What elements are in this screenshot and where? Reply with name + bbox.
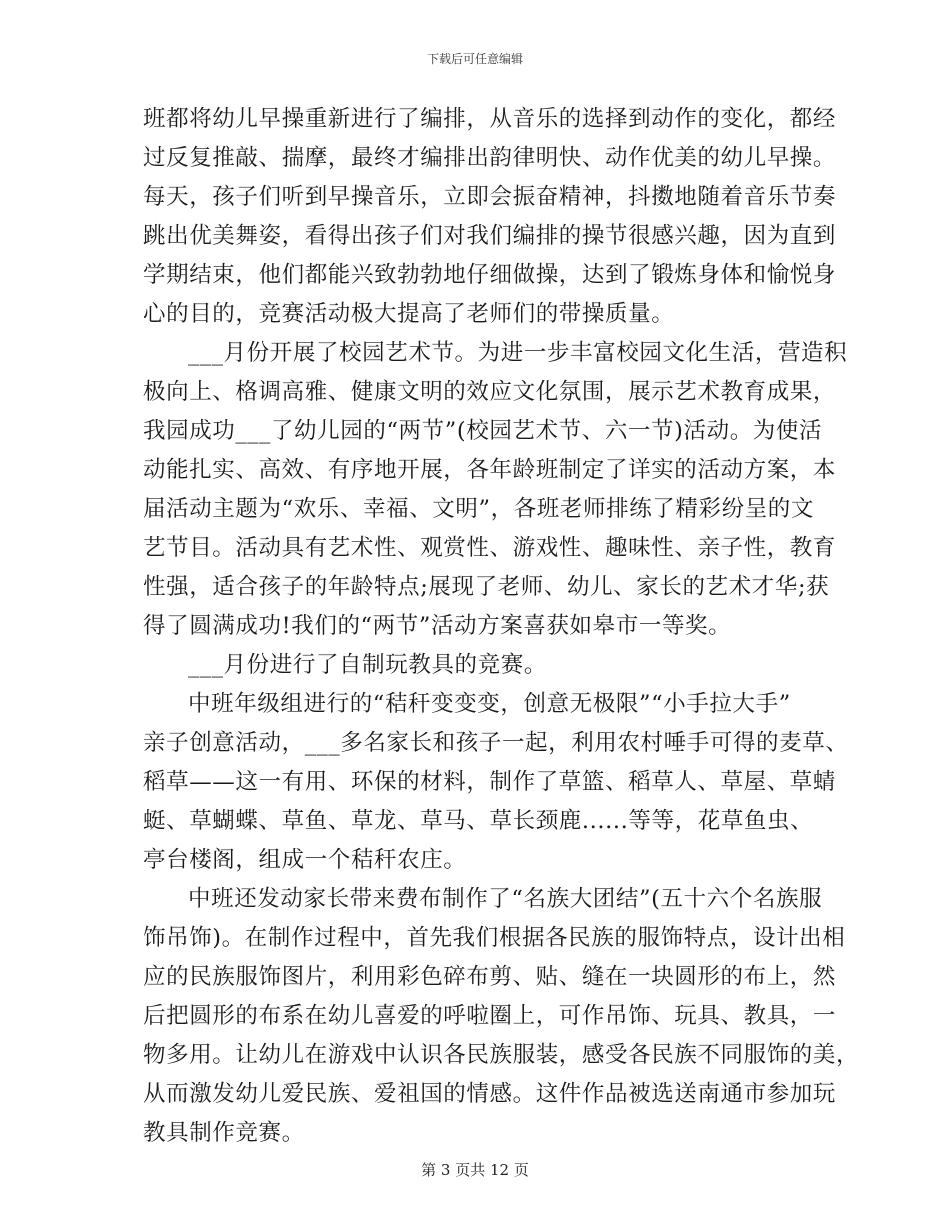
text-line: 性强，适合孩子的年龄特点;展现了老师、幼儿、家长的艺术才华;获 bbox=[143, 574, 830, 600]
text-line: 艺节目。活动具有艺术性、观赏性、游戏性、趣味性、亲子性，教育 bbox=[143, 535, 837, 561]
text-line: 动能扎实、高效、有序地开展，各年龄班制定了详实的活动方案，本 bbox=[143, 457, 837, 483]
paragraph-first-line: ___月份进行了自制玩教具的竞赛。 bbox=[188, 652, 547, 678]
text-line: 每天，孩子们听到早操音乐，立即会振奋精神，抖擞地随着音乐节奏 bbox=[143, 184, 837, 210]
page-header: 下载后可任意编辑 bbox=[426, 52, 523, 66]
text-line: 亲子创意活动，___多名家长和孩子一起，利用农村唾手可得的麦草、 bbox=[143, 730, 849, 756]
text-line: 得了圆满成功!我们的“两节”活动方案喜获如皋市一等奖。 bbox=[143, 613, 732, 639]
text-line: 亭台楼阁，组成一个秸秆农庄。 bbox=[143, 847, 467, 873]
text-line: 教具制作竞赛。 bbox=[143, 1120, 305, 1146]
text-line: 心的目的，竞赛活动极大提高了老师们的带操质量。 bbox=[143, 301, 675, 327]
text-line: 饰吊饰)。在制作过程中，首先我们根据各民族的服饰特点，设计出相 bbox=[143, 925, 846, 951]
text-line: 学期结束，他们都能兴致勃勃地仔细做操，达到了锻炼身体和愉悦身 bbox=[143, 262, 837, 288]
text-line: 蜓、草蝴蝶、草鱼、草龙、草马、草长颈鹿......等等，花草鱼虫、 bbox=[143, 808, 814, 834]
text-line: 过反复推敲、揣摩，最终才编排出韵律明快、动作优美的幼儿早操。 bbox=[143, 145, 837, 171]
paragraph-first-line: ___月份开展了校园艺术节。为进一步丰富校园文化生活，营造积 bbox=[188, 340, 848, 366]
paragraph-first-line: 中班还发动家长带来费布制作了“名族大团结”(五十六个名族服 bbox=[188, 886, 823, 912]
text-line: 应的民族服饰图片，利用彩色碎布剪、贴、缝在一块圆形的布上，然 bbox=[143, 964, 837, 990]
text-line: 极向上、格调高雅、健康文明的效应文化氛围，展示艺术教育成果， bbox=[143, 379, 837, 405]
text-line: 后把圆形的布系在幼儿喜爱的呼啦圈上，可作吊饰、玩具、教具，一 bbox=[143, 1003, 837, 1029]
text-line: 班都将幼儿早操重新进行了编排，从音乐的选择到动作的变化，都经 bbox=[143, 106, 837, 132]
text-line: 物多用。让幼儿在游戏中认识各民族服装，感受各民族不同服饰的美， bbox=[143, 1042, 860, 1068]
text-line: 稻草——这一有用、环保的材料，制作了草篮、稻草人、草屋、草蜻 bbox=[143, 769, 837, 795]
text-line: 从而激发幼儿爱民族、爱祖国的情感。这件作品被选送南通市参加玩 bbox=[143, 1081, 837, 1107]
text-line: 我园成功___了幼儿园的“两节”(校园艺术节、六一节)活动。为使活 bbox=[143, 418, 823, 444]
text-line: 跳出优美舞姿，看得出孩子们对我们编排的操节很感兴趣，因为直到 bbox=[143, 223, 837, 249]
page-number-footer: 第 3 页共 12 页 bbox=[421, 1161, 529, 1179]
text-line: 届活动主题为“欢乐、幸福、文明”，各班老师排练了精彩纷呈的文 bbox=[143, 496, 815, 522]
paragraph-first-line: 中班年级组进行的“秸秆变变变，创意无极限”“小手拉大手” bbox=[188, 691, 791, 717]
